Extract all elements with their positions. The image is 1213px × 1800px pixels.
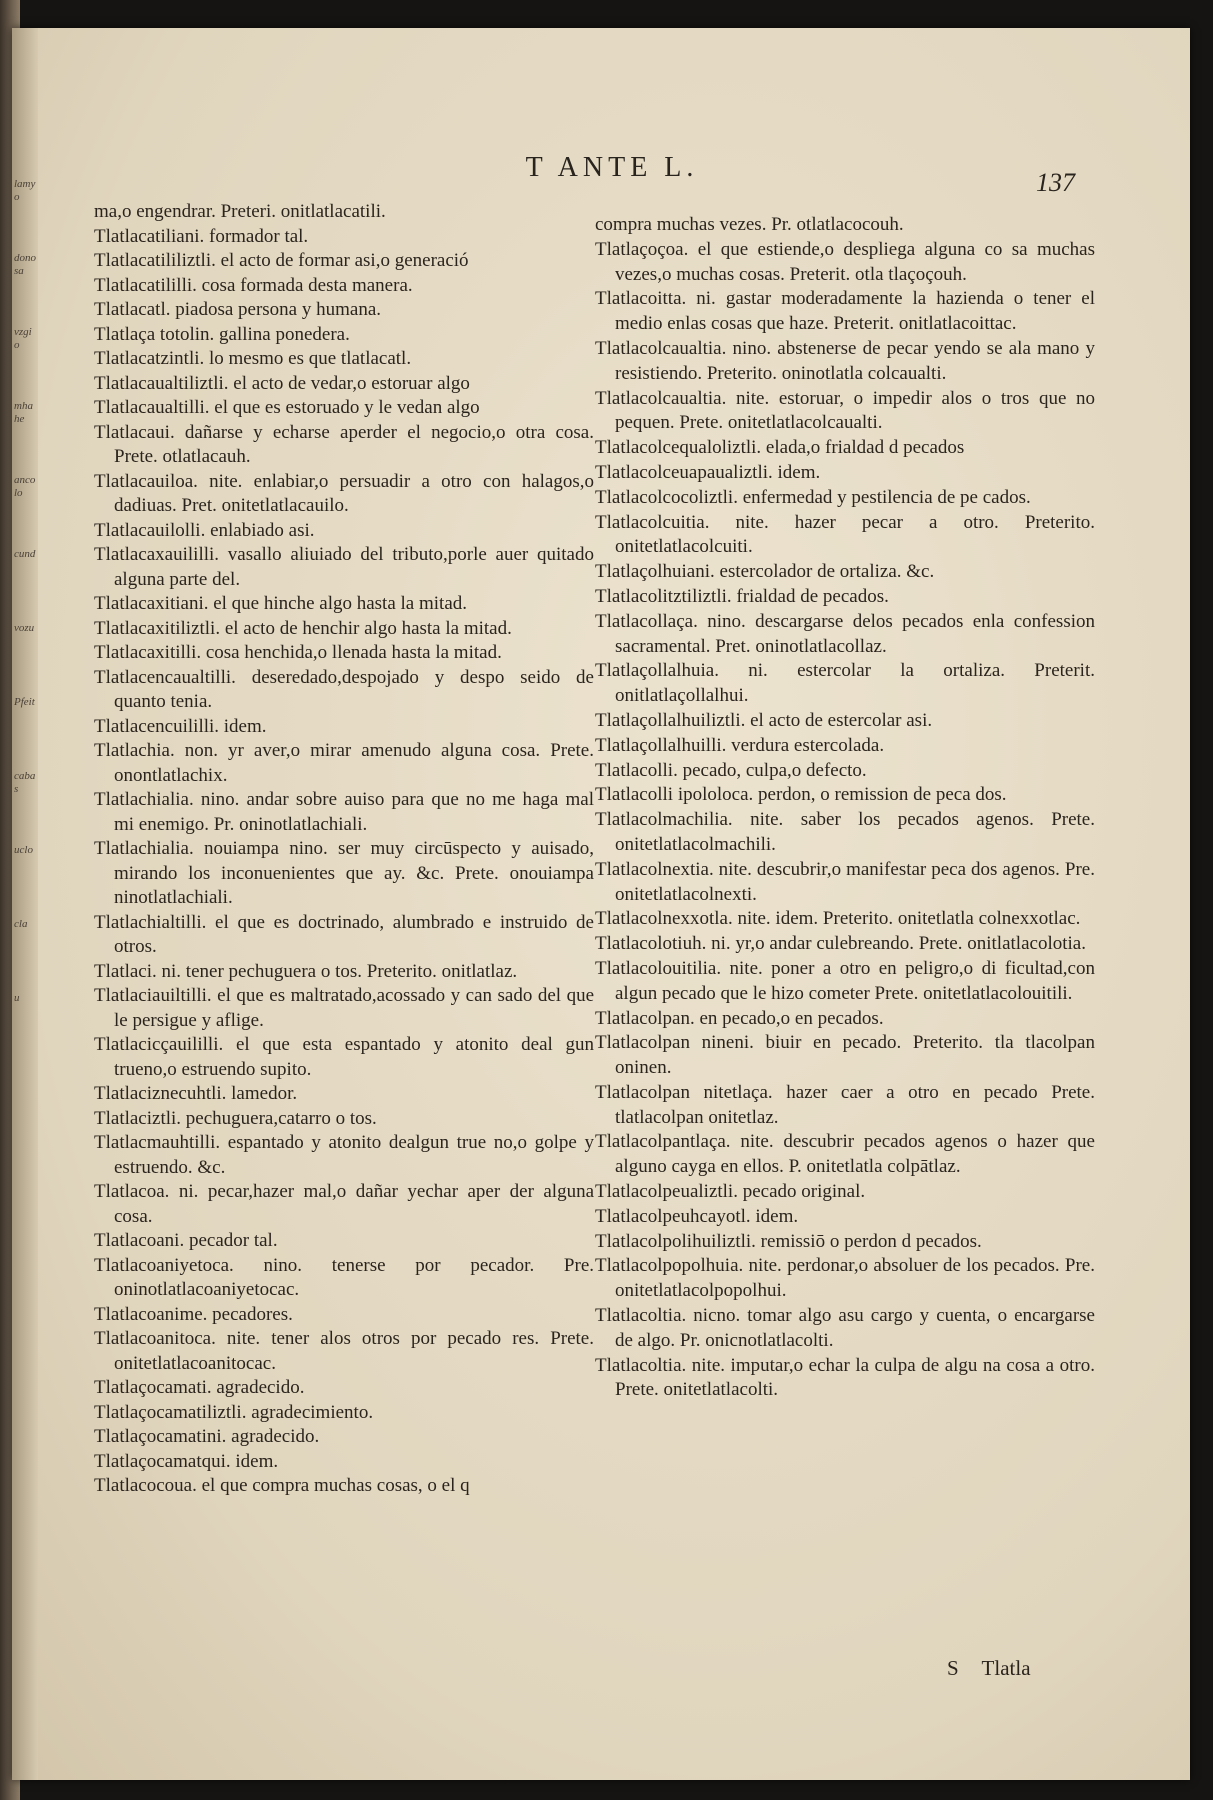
dictionary-entry: Tlatlaciznecuhtli. lamedor. — [94, 1083, 298, 1104]
dictionary-entry: Tlatlaça totolin. gallina ponedera. — [94, 323, 350, 345]
dictionary-entry: Tlatlacolpeuhcayotl. idem. — [595, 1205, 799, 1227]
dictionary-entry: Tlatlacatzintli. lo mesmo es que tlatlacatl. — [94, 348, 412, 369]
dictionary-entry: Tlatlacoltia. nite. imputar,o echar la culpa de algu na cosa a otro. Prete. onitetlatlacolti. — [595, 1354, 1095, 1401]
dictionary-entry: Tlatlacolpeualiztli. pecado original. — [595, 1181, 866, 1203]
dictionary-entry: Tlatlacaualtilli. el que es estoruado y le vedan algo — [94, 397, 480, 418]
dictionary-entry: Tlatlacauiloa. nite. enlabiar,o persuadir a otro con halagos,o dadiuas. Pret. onitetlatlacauilo. — [94, 470, 594, 516]
dictionary-entry: Tlatlacolnextia. nite. descubrir,o manifestar peca dos agenos. Pre. onitetlatlacolnexti. — [595, 858, 1095, 905]
dictionary-entry: Tlatlachialia. nouiampa nino. ser muy circūspecto y auisado, mirando los inconuenientes que ay. &c. Prete. onouiampa ninotlatlachiali. — [94, 838, 594, 908]
dictionary-entry: Tlatlacolpolihuiliztli. remissiō o perdon d pecados. — [595, 1230, 982, 1252]
dictionary-entry: Tlatlacoanime. pecadores. — [94, 1303, 293, 1325]
dictionary-entry: Tlatlacocoua. el que compra muchas cosas, o el q — [94, 1475, 470, 1496]
dictionary-entry: Tlatlachialia. nino. andar sobre auiso para que no me haga mal mi enemigo. Pr. oninotlatlachiali. — [94, 789, 594, 835]
dictionary-entry: Tlatlacolotiuh. ni. yr,o andar culebreando. Prete. onitlatlacolotia. — [595, 933, 1086, 955]
running-head: T ANTE L. — [525, 152, 699, 183]
dictionary-entry: Tlatlacoa. ni. pecar,hazer mal,o dañar yechar aper der alguna cosa. — [94, 1181, 594, 1227]
dictionary-entry: Tlatlaçocamatqui. idem. — [94, 1450, 279, 1472]
dictionary-entry: Tlatlacaxitiani. el que hinche algo hasta la mitad. — [94, 593, 467, 614]
dictionary-entry: Tlatlacaualtiliztli. el acto de vedar,o estoruar algo — [94, 372, 470, 394]
dictionary-entry: Tlatlaci. ni. tener pechuguera o tos. Preterito. onitlatlaz. — [94, 960, 518, 982]
dictionary-entry: Tlatlacaui. dañarse y echarse aperder el negocio,o otra cosa. Prete. otlatlacauh. — [94, 421, 594, 467]
dictionary-entry: Tlatlachia. non. yr aver,o mirar amenudo alguna cosa. Prete. onontlatlachix. — [94, 740, 594, 786]
dictionary-entry: Tlatlacauilolli. enlabiado asi. — [94, 519, 315, 541]
dictionary-entry: Tlatlacoitta. ni. gastar moderadamente la hazienda o tener el medio enlas cosas que haze. Preterit. onitlatlacoittac. — [595, 288, 1095, 335]
gutter-fragment: lamyo — [14, 178, 36, 203]
dictionary-entry: Tlatlacaxitiliztli. el acto de henchir algo hasta la mitad. — [94, 617, 512, 639]
dictionary-entry: Tlatlaçocamatiliztli. agradecimiento. — [94, 1401, 374, 1423]
dictionary-entry: Tlatlacolouitilia. nite. poner a otro en peligro,o di ficultad,con algun pecado que le hizo cometer Prete. onitetlatlacolouitili. — [595, 957, 1095, 1004]
dictionary-entry: Tlatlacencuililli. idem. — [94, 715, 267, 737]
dictionary-entry: Tlatlacolli. pecado, culpa,o defecto. — [595, 759, 867, 781]
gutter-fragment: vozu — [14, 622, 35, 634]
dictionary-entry: Tlatlaçollalhuia. ni. estercolar la ortaliza. Preterit. onitlatlaçollalhui. — [595, 660, 1095, 707]
gutter-fragment: mhahe — [14, 400, 33, 425]
gutter-fragment: cabas — [14, 770, 36, 795]
dictionary-entry: Tlatlacatiliani. formador tal. — [94, 225, 309, 247]
dictionary-entry: Tlatlacoani. pecador tal. — [94, 1230, 278, 1251]
gutter-fragment: vzgio — [14, 326, 32, 351]
gutter-fragment: uclo — [14, 844, 33, 856]
dictionary-entry: Tlatlacollaça. nino. descargarse delos pecados enla confession sacramental. Pret. oninotlatlacollaz. — [595, 610, 1095, 657]
dictionary-entry: Tlatlacolpan nitetlaça. hazer caer a otro en pecado Prete. tlatlacolpan onitetlaz. — [595, 1081, 1095, 1128]
gutter-fragment: donosa — [14, 252, 36, 277]
dictionary-entry: Tlatlacoaniyetoca. nino. tenerse por pecador. Pre. oninotlatlacoaniyetocac. — [94, 1254, 594, 1300]
dictionary-entry: Tlatlacmauhtilli. espantado y atonito dealgun true no,o golpe y estruendo. &c. — [94, 1132, 594, 1178]
dictionary-entry: Tlatlacolitztiliztli. frialdad de pecados. — [595, 585, 889, 607]
dictionary-entry: Tlatlacolcuitia. nite. hazer pecar a otro. Preterito. onitetlatlacolcuiti. — [595, 511, 1095, 558]
dictionary-entry: Tlatlaçolhuiani. estercolador de ortaliza. &c. — [595, 561, 935, 583]
gutter-fragment: cla — [14, 918, 28, 930]
catchword: S Tlatla — [947, 1656, 1031, 1680]
dictionary-entry: Tlatlacaxauililli. vasallo aliuiado del tributo,porle auer quitado alguna parte del. — [94, 544, 594, 590]
dictionary-entry: Tlatlacolmachilia. nite. saber los pecados agenos. Prete. onitetlatlacolmachili. — [595, 809, 1095, 855]
dictionary-entry: Tlatlachialtilli. el que es doctrinado, alumbrado e instruido de otros. — [94, 911, 594, 957]
dictionary-entry: Tlatlacolpan nineni. biuir en pecado. Preterito. tla tlacolpan oninen. — [595, 1032, 1095, 1079]
dictionary-entry: Tlatlaçollalhuilli. verdura estercolada. — [595, 734, 885, 756]
book-page — [12, 28, 1190, 1780]
dictionary-entry: Tlatlacatililiztli. el acto de formar asi,o generació — [94, 250, 469, 271]
dictionary-entry: Tlatlaçollalhuiliztli. el acto de estercolar asi. — [595, 709, 933, 731]
dictionary-entry: Tlatlacicçauililli. el que esta espantado y atonito deal gun trueno,o estruendo supito. — [94, 1034, 594, 1080]
page-number: 137 — [1036, 168, 1075, 197]
dictionary-entry: Tlatlacatl. piadosa persona y humana. — [94, 299, 382, 320]
dictionary-entry: ma,o engendrar. Preteri. onitlatlacatili. — [94, 201, 386, 222]
dictionary-entry: Tlatlacolcequaloliztli. elada,o frialdad d pecados — [595, 437, 965, 459]
dictionary-entry: Tlatlacatililli. cosa formada desta manera. — [94, 274, 413, 296]
dictionary-entry: Tlatlacoltia. nicno. tomar algo asu cargo y cuenta, o encargarse de algo. Pr. onicnotlatlacolti. — [595, 1305, 1095, 1351]
left-column — [94, 200, 594, 1499]
dictionary-entry: Tlatlaçoçoa. el que estiende,o despliega alguna co sa muchas vezes,o muchas cosas. Preterit. otla tlaçoçouh. — [595, 238, 1095, 285]
gutter-fragment: Pfeit — [14, 696, 35, 708]
gutter-fragment: ancolo — [14, 474, 36, 499]
dictionary-entry: Tlatlacolli ipololoca. perdon, o remission de peca dos. — [595, 784, 1007, 806]
gutter-fragment: cund — [14, 548, 36, 560]
dictionary-entry: Tlatlacaxitilli. cosa henchida,o llenada hasta la mitad. — [94, 642, 502, 663]
right-column — [595, 213, 1095, 1403]
dictionary-entry: compra muchas vezes. Pr. otlatlacocouh. — [595, 214, 904, 235]
dictionary-entry: Tlatlacolcocoliztli. enfermedad y pestilencia de pe cados. — [595, 486, 1031, 508]
dictionary-entry: Tlatlaciztli. pechuguera,catarro o tos. — [94, 1107, 377, 1129]
dictionary-entry: Tlatlaciauiltilli. el que es maltratado,acossado y can sado del que le persigue y aflige. — [94, 985, 594, 1031]
dictionary-entry: Tlatlacoanitoca. nite. tener alos otros por pecado res. Prete. onitetlatlacoanitocac. — [94, 1328, 594, 1374]
gutter-fragment: u — [14, 992, 20, 1004]
dictionary-entry: Tlatlacolnexxotla. nite. idem. Preterito. onitetlatla colnexxotlac. — [595, 908, 1081, 930]
dictionary-entry: Tlatlacolpantlaça. nite. descubrir pecados agenos o hazer que alguno cayga en ellos. P. onitetlatla colpātlaz. — [595, 1131, 1095, 1178]
dictionary-entry: Tlatlaçocamatini. agradecido. — [94, 1426, 320, 1447]
dictionary-entry: Tlatlacolpan. en pecado,o en pecados. — [595, 1007, 884, 1029]
dictionary-entry: Tlatlacolceuapaualiztli. idem. — [595, 461, 821, 483]
dictionary-entry: Tlatlaçocamati. agradecido. — [94, 1377, 305, 1398]
dictionary-entry: Tlatlacolpopolhuia. nite. perdonar,o absoluer de los pecados. Pre. onitetlatlacolpopolhui. — [595, 1255, 1095, 1302]
facing-page-gutter — [12, 28, 38, 1780]
dictionary-entry: Tlatlacolcaualtia. nite. estoruar, o impedir alos o tros que no pequen. Prete. onitetlatlacolcaualti. — [595, 387, 1095, 434]
dictionary-entry: Tlatlacencaualtilli. deseredado,despojado y despo seido de quanto tenia. — [94, 666, 594, 712]
gutter-fragments — [14, 178, 36, 1066]
dictionary-entry: Tlatlacolcaualtia. nino. abstenerse de pecar yendo se ala mano y resistiendo. Preterito. oninotlatla colcaualti. — [595, 337, 1095, 384]
